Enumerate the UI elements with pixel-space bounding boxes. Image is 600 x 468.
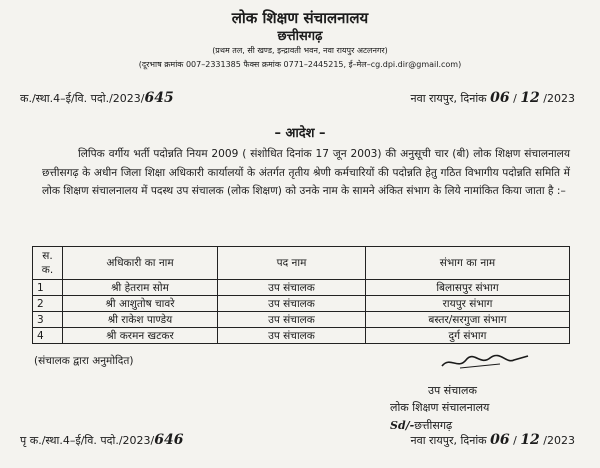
table-row: [33, 312, 570, 328]
row-officer: श्री राकेश पाण्डेय: [63, 312, 218, 328]
row-post: उप संचालक: [218, 312, 366, 328]
table-header-row: [33, 247, 570, 280]
signatory-state: छत्तीसगढ़: [414, 419, 453, 432]
endorsement-date-label: नवा रायपुर, दिनांक: [410, 434, 487, 447]
state-name: छत्तीसगढ़: [277, 29, 323, 44]
order-ref-prefix: क./स्था.4–ई/वि. पदो./2023/: [20, 92, 145, 105]
approval-note: (संचालक द्वारा अनुमोदित): [34, 355, 134, 367]
row-post: उप संचालक: [218, 328, 366, 344]
endorsement-date-year: /2023: [543, 434, 575, 447]
endorsement-ref-number: 646: [154, 432, 184, 448]
table-row: [33, 328, 570, 344]
row-post: उप संचालक: [218, 280, 366, 296]
order-date-label: नवा रायपुर, दिनांक: [410, 92, 487, 105]
signature-scribble-icon: [440, 352, 530, 372]
endorsement-reference: [20, 432, 585, 448]
order-date-month: 12: [520, 90, 540, 106]
header-officer: अधिकारी का नाम: [63, 247, 218, 280]
signatory-designation: उप संचालक: [428, 384, 477, 397]
office-address: (प्रथम तल, सी खण्ड, इन्द्रावती भवन, नवा रायपुर अटलनगर): [212, 46, 388, 55]
endorsement-ref-prefix: पृ क./स्था.4–ई/वि. पदो./2023/: [20, 434, 155, 447]
header-serial: स. क.: [33, 247, 63, 280]
order-ref-number: 645: [144, 90, 174, 106]
endorsement-date-day: 06: [490, 432, 510, 448]
order-heading: – आदेश –: [274, 126, 326, 141]
table-row: [33, 280, 570, 296]
row-serial: 3: [33, 312, 63, 328]
endorsement-date-month: 12: [520, 432, 540, 448]
table-row: [33, 296, 570, 312]
row-serial: 1: [33, 280, 63, 296]
order-date-year: /2023: [543, 92, 575, 105]
endorsement-date: नवा रायपुर, दिनांक 06 / 12 /2023: [410, 432, 575, 448]
row-officer: श्री आशुतोष चावरे: [63, 296, 218, 312]
order-body: [42, 145, 570, 201]
row-officer: श्री करमन खटकर: [63, 328, 218, 344]
row-officer: श्री हेतराम सोम: [63, 280, 218, 296]
officers-table: [32, 246, 570, 344]
row-division: बिलासपुर संभाग: [366, 280, 570, 296]
signatory-office: लोक शिक्षण संचालनालय: [390, 401, 490, 414]
row-serial: 4: [33, 328, 63, 344]
header-post: पद नाम: [218, 247, 366, 280]
row-division: रायपुर संभाग: [366, 296, 570, 312]
signatory-state-line: [390, 418, 452, 433]
header-division: संभाग का नाम: [366, 247, 570, 280]
order-date-day: 06: [490, 90, 510, 106]
row-post: उप संचालक: [218, 296, 366, 312]
order-body-text: लिपिक वर्गीय भर्ती पदोन्नति नियम 2009 ( संशोधित दिनांक 17 जून 2003) की अनुसूची चार (बी) लोक शिक्षण संचालनालय छत्तीसगढ़ के अधीन जिला शिक्षा अधिकारी कार्यालयों के अंतर्गत तृतीय श्रेणी कर्मचारियों की पदोन्नति हेतु गठित विभागीय पदोन्नति समिति में लोक शिक्षण संचालनालय में पदस्थ उप संचालक (लोक शिक्षण) को उनके नाम के सामने अंकित संभाग के लिये नामांकित किया जाता है :–: [42, 148, 570, 198]
order-reference: [20, 90, 585, 106]
signatory-initials: Sd/-: [390, 419, 415, 432]
row-serial: 2: [33, 296, 63, 312]
office-contact: (दूरभाष क्रमांक 007–2331385 फैक्स क्रमांक 0771–2445215, ई–मेल–cg.dpi.dir@gmail.com): [138, 60, 462, 69]
row-division: दुर्ग संभाग: [366, 328, 570, 344]
office-title: लोक शिक्षण संचालनालय: [231, 9, 369, 27]
order-date: नवा रायपुर, दिनांक 06 / 12 /2023: [410, 90, 575, 106]
row-division: बस्तर/सरगुजा संभाग: [366, 312, 570, 328]
